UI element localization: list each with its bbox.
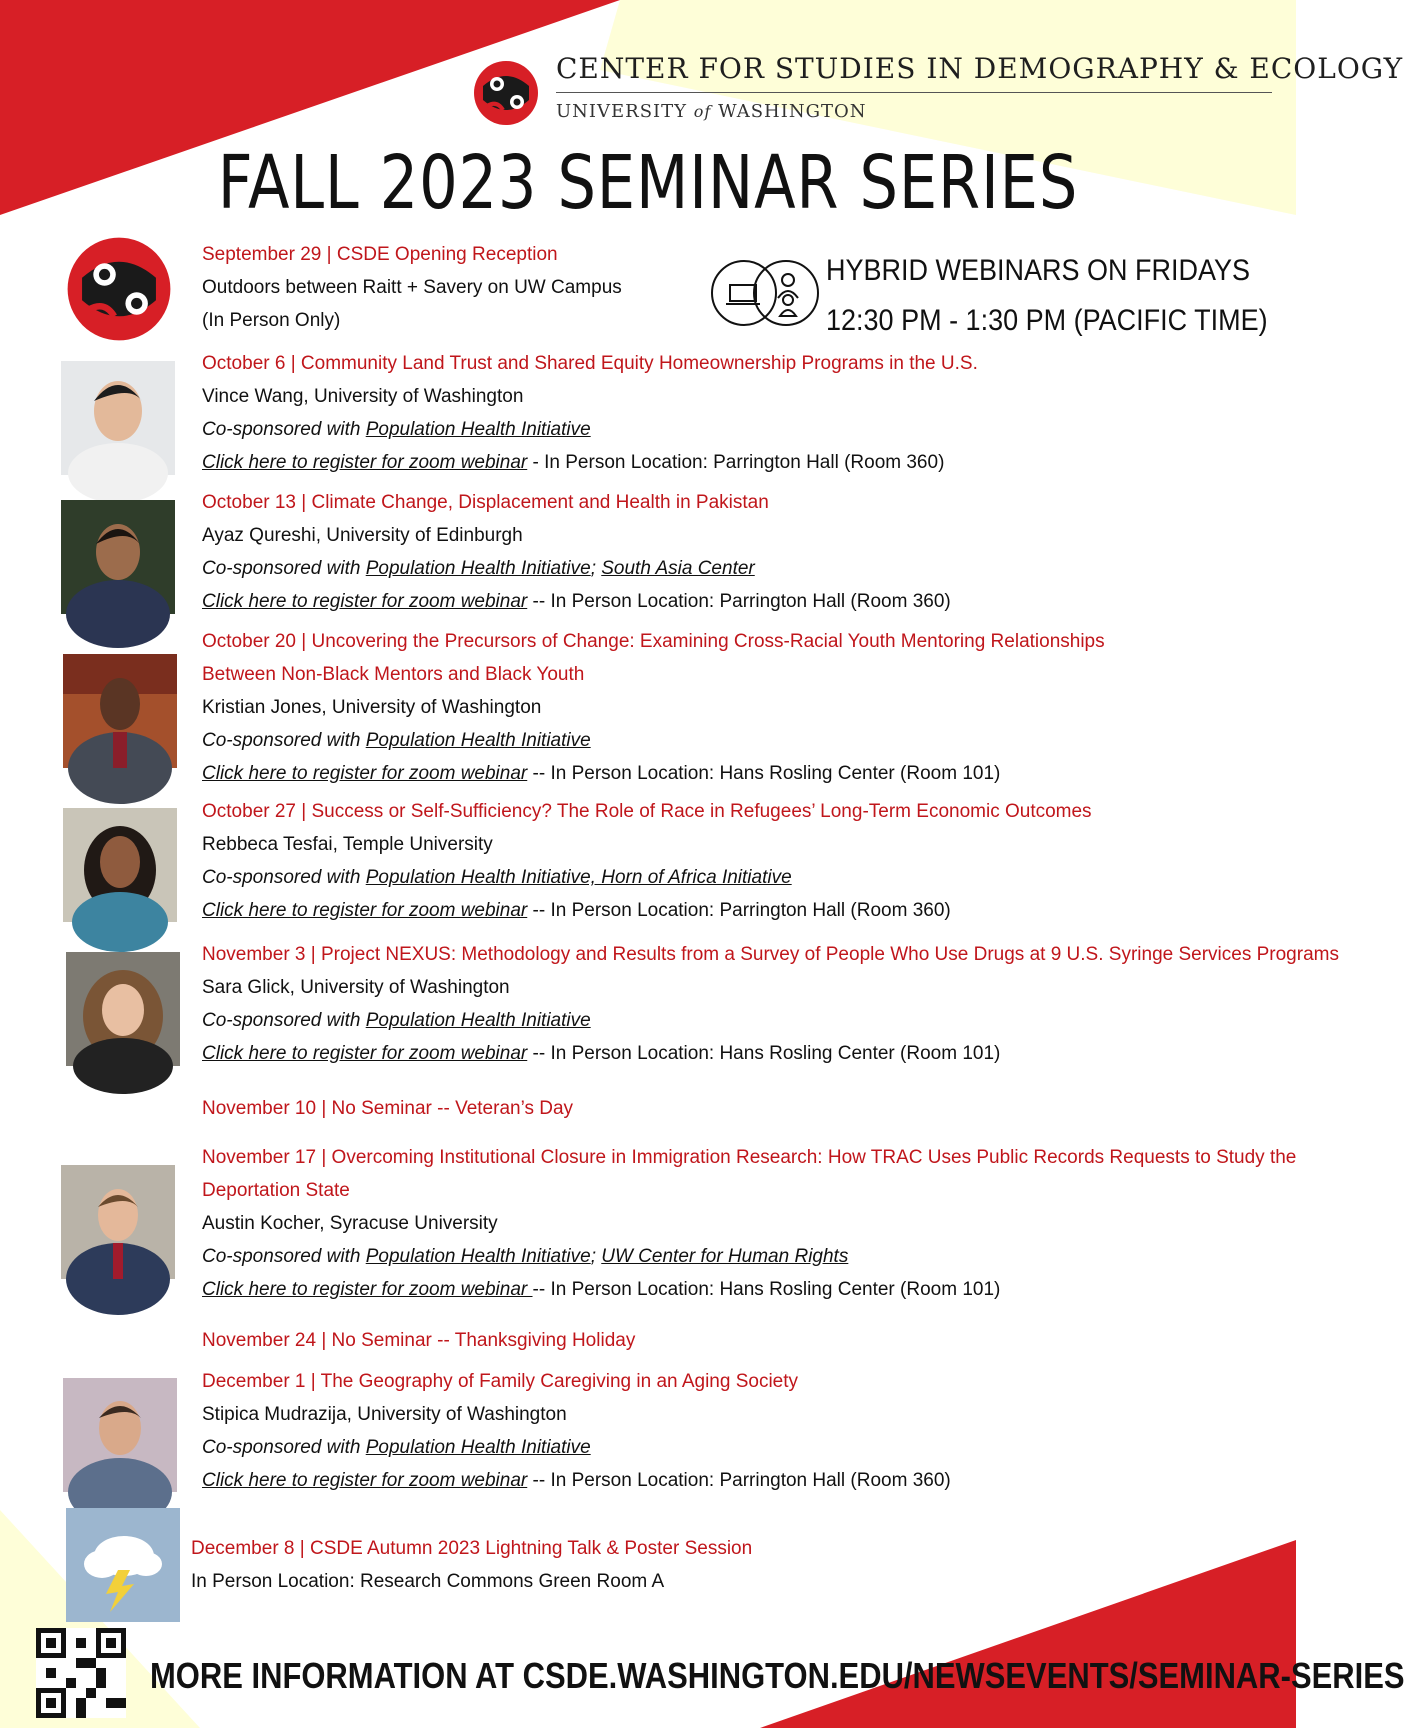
event-dec-8	[191, 1532, 752, 1598]
event-location: Outdoors between Raitt + Savery on UW Campus	[202, 277, 622, 298]
register-link[interactable]: Click here to register for zoom webinar	[202, 1279, 533, 1300]
event-title: September 29 | CSDE Opening Reception	[202, 244, 558, 265]
event-nov-3	[202, 938, 1339, 1070]
event-speaker: Ayaz Qureshi, University of Edinburgh	[202, 525, 523, 546]
event-cosponsors: Co-sponsored with Population Health Initiative, Horn of Africa Initiative	[202, 867, 792, 888]
event-title: November 17 | Overcoming Institutional Closure in Immigration Research: How TRAC Uses Public Records Requests to Study the	[202, 1147, 1297, 1168]
hybrid-webinar-icon	[708, 258, 822, 328]
event-title: October 20 | Uncovering the Precursors of Change: Examining Cross-Racial Youth Mentoring Relationships	[202, 631, 1105, 652]
hybrid-time: 12:30 PM - 1:30 PM (PACIFIC TIME)	[826, 304, 1268, 337]
event-title-continued: Deportation State	[202, 1180, 350, 1201]
cosponsor-link[interactable]: Population Health Initiative	[365, 1437, 591, 1458]
event-cosponsors: Co-sponsored with Population Health Initiative	[202, 419, 591, 440]
event-speaker: Stipica Mudrazija, University of Washington	[202, 1404, 567, 1425]
event-registration: Click here to register for zoom webinar -- In Person Location: Parrington Hall (Room 360)	[202, 900, 951, 921]
event-dec-1	[202, 1365, 951, 1497]
event-oct-27	[202, 795, 1092, 927]
event-oct-13	[202, 486, 951, 618]
cosponsor-link[interactable]: Population Health Initiative	[365, 419, 591, 440]
event-title: December 1 | The Geography of Family Caregiving in an Aging Society	[202, 1371, 799, 1392]
qr-code-icon[interactable]	[36, 1628, 126, 1718]
event-cosponsors: Co-sponsored with Population Health Initiative	[202, 730, 591, 751]
event-speaker: Austin Kocher, Syracuse University	[202, 1213, 498, 1234]
register-link[interactable]: Click here to register for zoom webinar	[202, 591, 528, 612]
event-sep-29	[202, 238, 622, 337]
university-name: UNIVERSITY of WASHINGTON	[556, 101, 867, 122]
cosponsor-link[interactable]: Population Health Initiative	[365, 1246, 591, 1267]
lightning-cloud-icon	[66, 1508, 180, 1622]
event-nov-17	[202, 1141, 1296, 1306]
event-title: October 6 | Community Land Trust and Shared Equity Homeownership Programs in the U.S.	[202, 353, 978, 374]
speaker-photo	[66, 952, 180, 1066]
event-title: December 8 | CSDE Autumn 2023 Lightning Talk & Poster Session	[191, 1538, 753, 1559]
cosponsor-link[interactable]: South Asia Center	[601, 558, 755, 579]
event-registration: Click here to register for zoom webinar -- In Person Location: Hans Rosling Center (Room 101)	[202, 1043, 1001, 1064]
event-registration: Click here to register for zoom webinar - In Person Location: Parrington Hall (Room 360)	[202, 452, 945, 473]
speaker-photo	[63, 1378, 177, 1492]
cosponsor-link[interactable]: UW Center for Human Rights	[601, 1246, 849, 1267]
event-title: November 24 | No Seminar -- Thanksgiving Holiday	[202, 1330, 636, 1351]
cosponsor-link[interactable]: Population Health Initiative, Horn of Africa Initiative	[365, 867, 792, 888]
register-link[interactable]: Click here to register for zoom webinar	[202, 763, 528, 784]
speaker-photo	[61, 361, 175, 475]
speaker-photo	[63, 654, 177, 768]
event-title: November 3 | Project NEXUS: Methodology and Results from a Survey of People Who Use Drugs at 9 U.S. Syringe Services Programs	[202, 944, 1339, 965]
event-speaker: Rebbeca Tesfai, Temple University	[202, 834, 493, 855]
event-oct-6	[202, 347, 978, 479]
speaker-photo	[61, 1165, 175, 1279]
event-registration: Click here to register for zoom webinar -- In Person Location: Parrington Hall (Room 360)	[202, 591, 951, 612]
org-name: CENTER FOR STUDIES IN DEMOGRAPHY & ECOLOGY	[556, 52, 1404, 85]
event-cosponsors: Co-sponsored with Population Health Initiative; South Asia Center	[202, 558, 755, 579]
event-title: November 10 | No Seminar -- Veteran’s Day	[202, 1098, 574, 1119]
hybrid-info	[826, 246, 1268, 346]
cosponsor-link[interactable]: Population Health Initiative	[365, 1010, 591, 1031]
csde-logo-icon	[66, 236, 172, 342]
register-link[interactable]: Click here to register for zoom webinar	[202, 900, 528, 921]
speaker-photo	[63, 808, 177, 922]
cosponsor-link[interactable]: Population Health Initiative	[365, 558, 591, 579]
event-note: (In Person Only)	[202, 310, 341, 331]
register-link[interactable]: Click here to register for zoom webinar	[202, 452, 528, 473]
register-link[interactable]: Click here to register for zoom webinar	[202, 1043, 528, 1064]
event-oct-20	[202, 625, 1105, 790]
event-cosponsors: Co-sponsored with Population Health Initiative	[202, 1010, 591, 1031]
event-registration: Click here to register for zoom webinar -- In Person Location: Hans Rosling Center (Room 101)	[202, 763, 1001, 784]
cosponsor-link[interactable]: Population Health Initiative	[365, 730, 591, 751]
event-title: October 27 | Success or Self-Sufficiency? The Role of Race in Refugees’ Long-Term Economic Outcomes	[202, 801, 1092, 822]
event-nov-24	[202, 1324, 635, 1357]
event-speaker: Vince Wang, University of Washington	[202, 386, 524, 407]
page-title: FALL 2023 SEMINAR SERIES	[217, 140, 1079, 226]
csde-logo-icon	[473, 60, 539, 126]
more-info-url[interactable]: MORE INFORMATION AT CSDE.WASHINGTON.EDU/NEWSEVENTS/SEMINAR-SERIES	[150, 1655, 1405, 1696]
event-title: October 13 | Climate Change, Displacement and Health in Pakistan	[202, 492, 769, 513]
event-title-continued: Between Non-Black Mentors and Black Youth	[202, 664, 585, 685]
event-speaker: Sara Glick, University of Washington	[202, 977, 510, 998]
event-nov-10	[202, 1092, 573, 1125]
register-link[interactable]: Click here to register for zoom webinar	[202, 1470, 528, 1491]
divider	[556, 92, 1272, 93]
hybrid-days: HYBRID WEBINARS ON FRIDAYS	[826, 254, 1251, 287]
event-cosponsors: Co-sponsored with Population Health Initiative	[202, 1437, 591, 1458]
speaker-photo	[61, 500, 175, 614]
event-registration: Click here to register for zoom webinar -- In Person Location: Hans Rosling Center (Room 101)	[202, 1279, 1001, 1300]
event-location: In Person Location: Research Commons Green Room A	[191, 1571, 665, 1592]
event-cosponsors: Co-sponsored with Population Health Initiative; UW Center for Human Rights	[202, 1246, 849, 1267]
event-registration: Click here to register for zoom webinar -- In Person Location: Parrington Hall (Room 360)	[202, 1470, 951, 1491]
event-speaker: Kristian Jones, University of Washington	[202, 697, 542, 718]
